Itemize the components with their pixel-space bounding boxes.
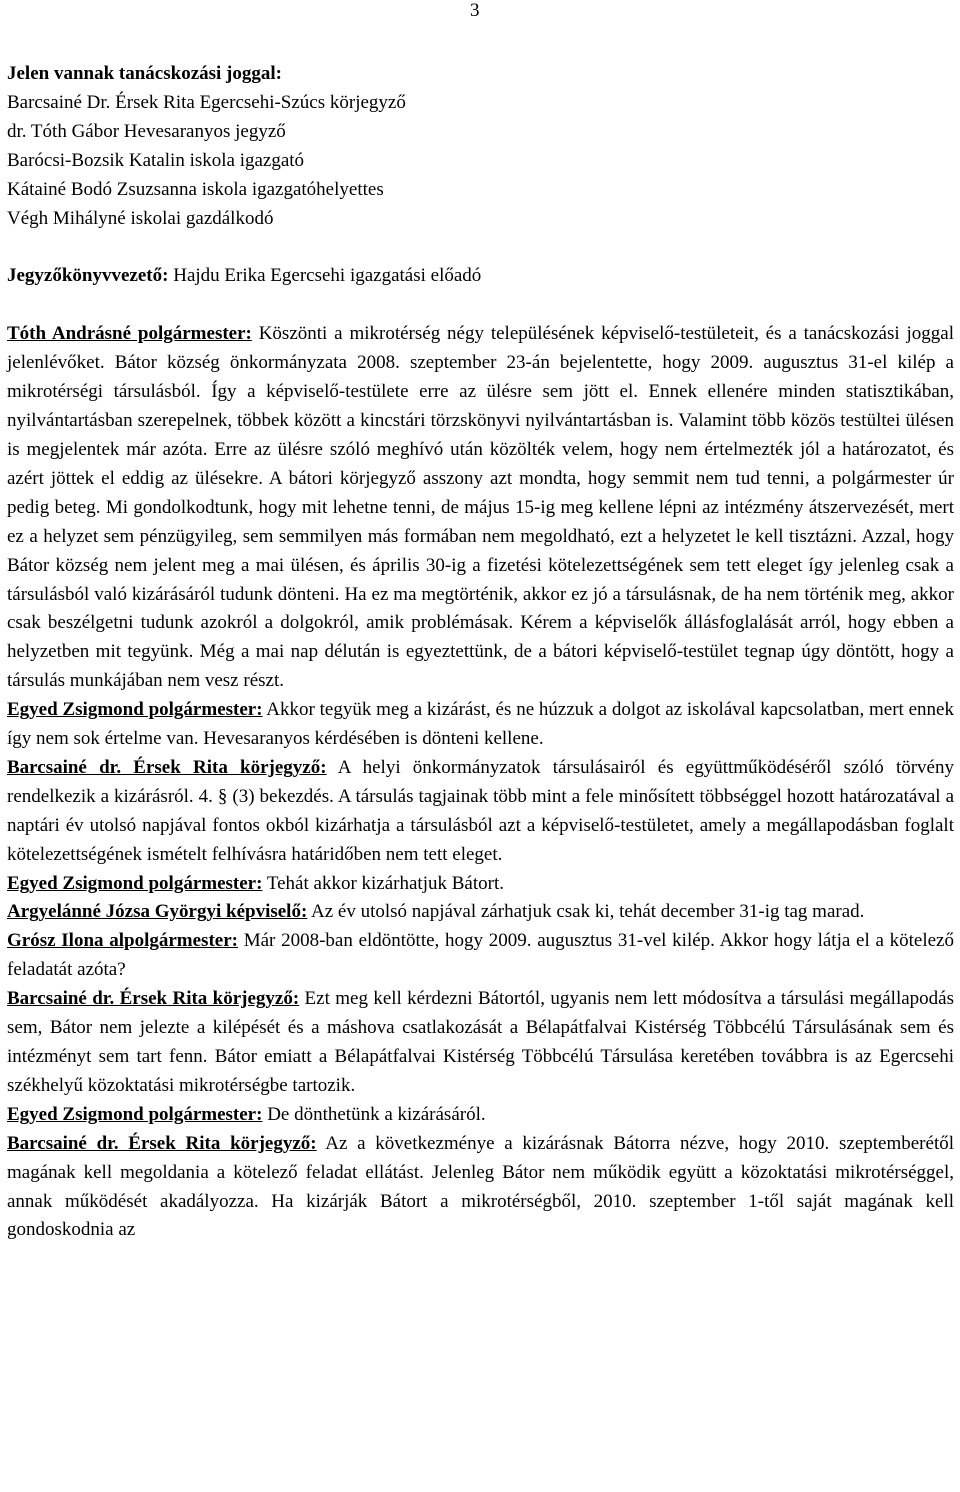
paragraph-text: Az a következménye a kizárásnak Bátorra nézve, hogy 2010. szeptemberétől magának kell megoldania a kötelező feladat ellátást. Jelenleg Bátor nem működik együtt a közoktatási mikrotérséggel, annak működését akadályozza. Ha kizárják Bátort a mikrotérségből, 2010. szeptember 1-től saját magának kell gondoskodnia az (7, 1132, 954, 1241)
attendee-line: Barcsainé Dr. Érsek Rita Egercsehi-Szúcs körjegyző (7, 91, 406, 113)
minutes-paragraph (7, 696, 954, 754)
minutes-paragraph (7, 898, 954, 927)
speaker-label: Egyed Zsigmond polgármester: (7, 1103, 263, 1125)
paragraph-text: De dönthetünk a kizárásáról. (262, 1103, 486, 1125)
paragraph-text: Tehát akkor kizárhatjuk Bátort. (262, 872, 504, 894)
paragraph-text: Akkor tegyük meg a kizárást, és ne húzzuk a dolgot az iskolával kapcsolatban, mert ennek így nem sok értelme van. Hevesaranyos kérdésében is dönteni kellene. (7, 699, 954, 750)
speaker-label: Argyelánné Józsa Györgyi képviselő: (7, 901, 308, 923)
attendee-line: Barócsi-Bozsik Katalin iskola igazgató (7, 149, 305, 171)
minutes-paragraph (7, 1130, 954, 1246)
attendee-line: Kátainé Bodó Zsuzsanna iskola igazgatóhelyettes (7, 178, 384, 200)
minutes-paragraph (7, 985, 954, 1101)
paragraph-text: Már 2008-ban eldöntötte, hogy 2009. augusztus 31-vel kilép. Akkor hogy látja el a kötelező feladatát azóta? (7, 930, 954, 981)
speaker-label: Barcsainé dr. Érsek Rita körjegyző: (7, 988, 300, 1010)
speaker-label: Egyed Zsigmond polgármester: (7, 699, 263, 721)
attendee-line: dr. Tóth Gábor Hevesaranyos jegyző (7, 120, 286, 142)
recorder-name: Hajdu Erika Egercsehi igazgatási előadó (168, 265, 482, 287)
attendee-line: Végh Mihályné iskolai gazdálkodó (7, 207, 274, 229)
paragraph-text: A helyi önkormányzatok társulásairól és együttműködéséről szóló törvény rendelkezik a kizárásról. 4. § (3) bekezdés. A társulás tagjainak több mint a fele minősített többséggel hozott határozatával a naptári év utolsó napjával fontos okból kizárhatja a társulásból azt a képviselő-testületet, amely a megállapodásban foglalt kötelezettségének ismételt felhívásra határidőben nem tett eleget. (7, 756, 954, 865)
spacer (7, 233, 954, 262)
speaker-label: Barcsainé dr. Érsek Rita körjegyző: (7, 756, 327, 778)
paragraph-text: Köszönti a mikrotérség négy településének képviselő-testületeit, és a tanácskozási joggal jelenlévőket. Bátor község önkormányzata 2008. szeptember 23-án bejelentette, hogy 2009. augusztus 31-el kilép a mikrotérségi társulásból. Így a képviselő-testülete erre az ülésre sem jött el. Ennek ellenére minden statisztikában, nyilvántartásban szerepelnek, többek között a kincstári törzskönyvi nyilvántartásban is. Valamint több közös testültei ülésen is megjelentek már azóta. Erre az ülésre szóló meghívó után közölték velem, hogy nem értelmezték jól a határozatot, és azért jöttek el eddig az ülésekre. A bátori körjegyző asszony azt mondta, hogy semmit nem tud tenni, a polgármester úr pedig beteg. Mi gondolkodtunk, hogy mit lehetne tenni, de május 15-ig meg kellene lépni az intézmény átszervezését, mert ez a helyzet sem pénzügyileg, sem semmilyen más formában nem megoldható, ezt a helyzetet le kell tisztázni. Azzal, hogy Bátor község nem jelent meg a mai ülésen, és április 30-ig a fizetési kötelezettségének sem tett eleget így jelenleg csak a társulásból való kizárásáról tudunk dönteni. Ha ez ma megtörténik, akkor ez jó a társulásnak, de ha nem történik meg, akkor csak beszélgetni tudunk azokról a dolgokról, amik problémásak. Kérem a képviselők állásfoglalását arról, hogy ebben a helyzetben mit tegyünk. Még a mai nap délután is egyeztettünk, de a bátori képviselő-testület tegnap úgy döntött, hogy a társulás munkájában nem vesz részt. (7, 323, 954, 692)
minutes-paragraph (7, 1101, 954, 1130)
minutes-paragraph (7, 754, 954, 870)
speaker-label: Barcsainé dr. Érsek Rita körjegyző: (7, 1132, 317, 1154)
paragraph-text: Az év utolsó napjával zárhatjuk csak ki, tehát december 31-ig tag marad. (307, 901, 865, 923)
speaker-label: Grósz Ilona alpolgármester: (7, 930, 238, 952)
spacer (7, 291, 954, 320)
document-page (7, 60, 954, 1245)
paragraph-text: Ezt meg kell kérdezni Bátortól, ugyanis nem lett módosítva a társulási megállapodás sem, Bátor nem jelezte a kilépését és a máshova csatlakozását a Bélapátfalvai Kistérség Többcélú Társulásának sem és intézményt sem tart fenn. Bátor emiatt a Bélapátfalvai Kistérség Többcélú Társulása keretében továbbra is az Egercsehi székhelyű közoktatási mikrotérségbe tartozik. (7, 988, 954, 1096)
minutes-paragraph (7, 870, 954, 899)
minutes-paragraph (7, 927, 954, 985)
speaker-label: Tóth Andrásné polgármester: (7, 323, 252, 345)
recorder-label: Jegyzőkönyvvezető: (7, 265, 169, 287)
minutes-paragraph (7, 320, 954, 696)
attendees-title: Jelen vannak tanácskozási joggal: (7, 63, 282, 84)
page-number: 3 (470, 0, 480, 21)
speaker-label: Egyed Zsigmond polgármester: (7, 872, 263, 894)
recorder-line (7, 262, 954, 291)
